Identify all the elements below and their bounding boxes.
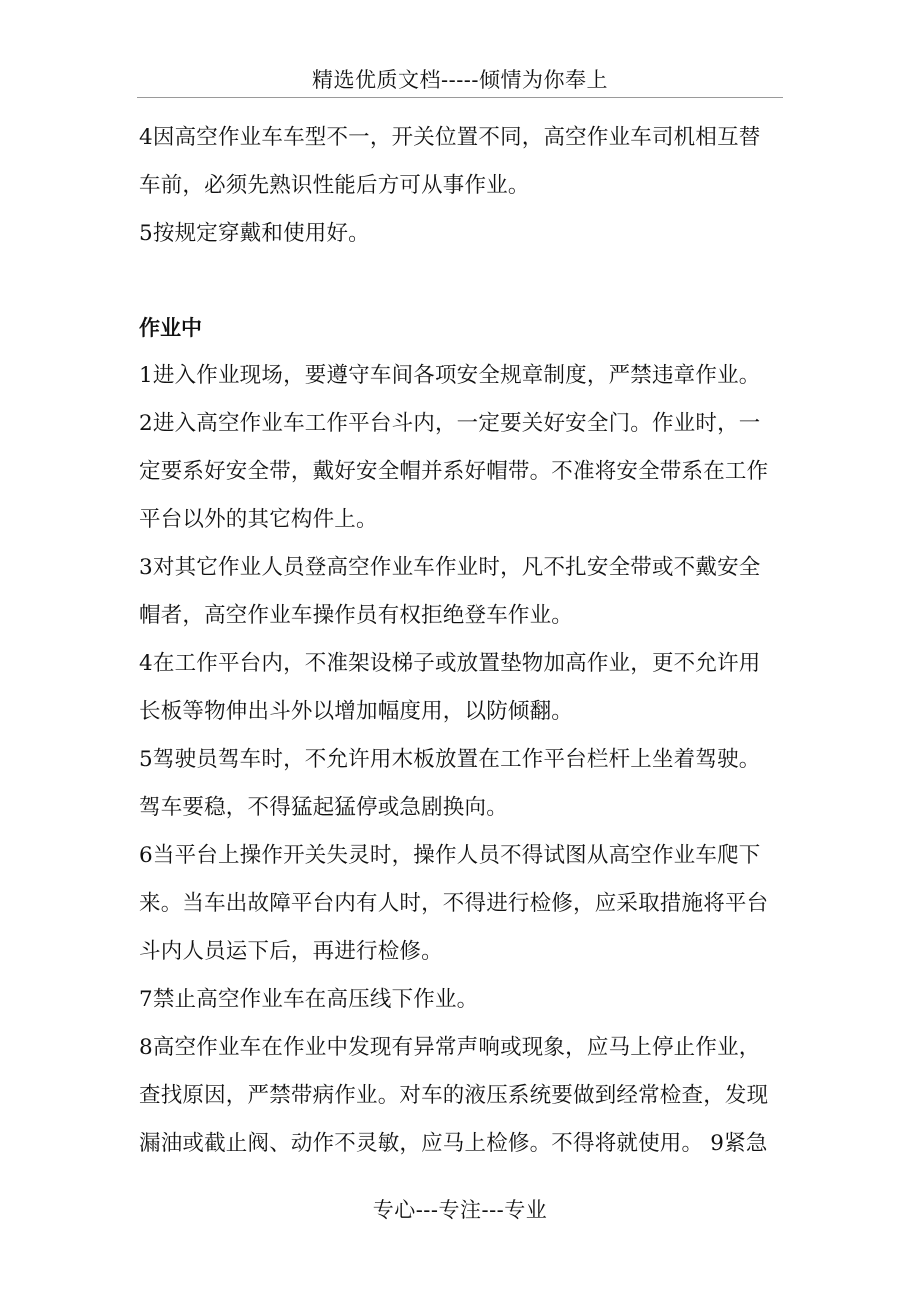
page-footer: 专心---专注---专业 xyxy=(372,1198,548,1222)
paragraph-item-7: 7禁止高空作业车在高压线下作业。 xyxy=(139,987,479,1012)
paragraph-item-4: 4在工作平台内，不准架设梯子或放置垫物加高作业，更不允许用长板等物伸出斗外以增加幅度用，以防倾翻。 xyxy=(139,651,761,724)
page-header: 精选优质文档-----倾情为你奉上 xyxy=(312,68,608,92)
section-heading: 作业中 xyxy=(139,316,202,340)
header-divider xyxy=(137,97,783,98)
paragraph-item-3: 3对其它作业人员登高空作业车作业时，凡不扎安全带或不戴安全帽者，高空作业车操作员有权拒绝登车作业。 xyxy=(139,555,761,628)
paragraph-item-6: 6当平台上操作开关失灵时，操作人员不得试图从高空作业车爬下来。当车出故障平台内有人时，不得进行检修，应采取措施将平台斗内人员运下后，再进行检修。 xyxy=(139,843,769,964)
paragraph-intro-5: 5按规定穿戴和使用好。 xyxy=(139,221,370,246)
paragraph-item-8: 8高空作业车在作业中发现有异常声响或现象，应马上停止作业，查找原因，严禁带病作业。对车的液压系统要做到经常检查，发现漏油或截止阀、动作不灵敏，应马上检修。不得将就使用。 9紧急 xyxy=(139,1035,769,1156)
paragraph-item-1: 1进入作业现场，要遵守车间各项安全规章制度，严禁违章作业。 xyxy=(139,363,761,388)
paragraph-intro-4: 4因高空作业车车型不一，开关位置不同，高空作业车司机相互替车前，必须先熟识性能后方可从事作业。 xyxy=(139,125,761,198)
paragraph-item-2: 2进入高空作业车工作平台斗内，一定要关好安全门。作业时，一定要系好安全带，戴好安全帽并系好帽带。不准将安全带系在工作平台以外的其它构件上。 xyxy=(139,411,769,532)
document-body xyxy=(139,114,779,1168)
blank-line xyxy=(139,258,779,304)
paragraph-item-5: 5驾驶员驾车时，不允许用木板放置在工作平台栏杆上坐着驾驶。驾车要稳，不得猛起猛停或急剧换向。 xyxy=(139,747,761,820)
